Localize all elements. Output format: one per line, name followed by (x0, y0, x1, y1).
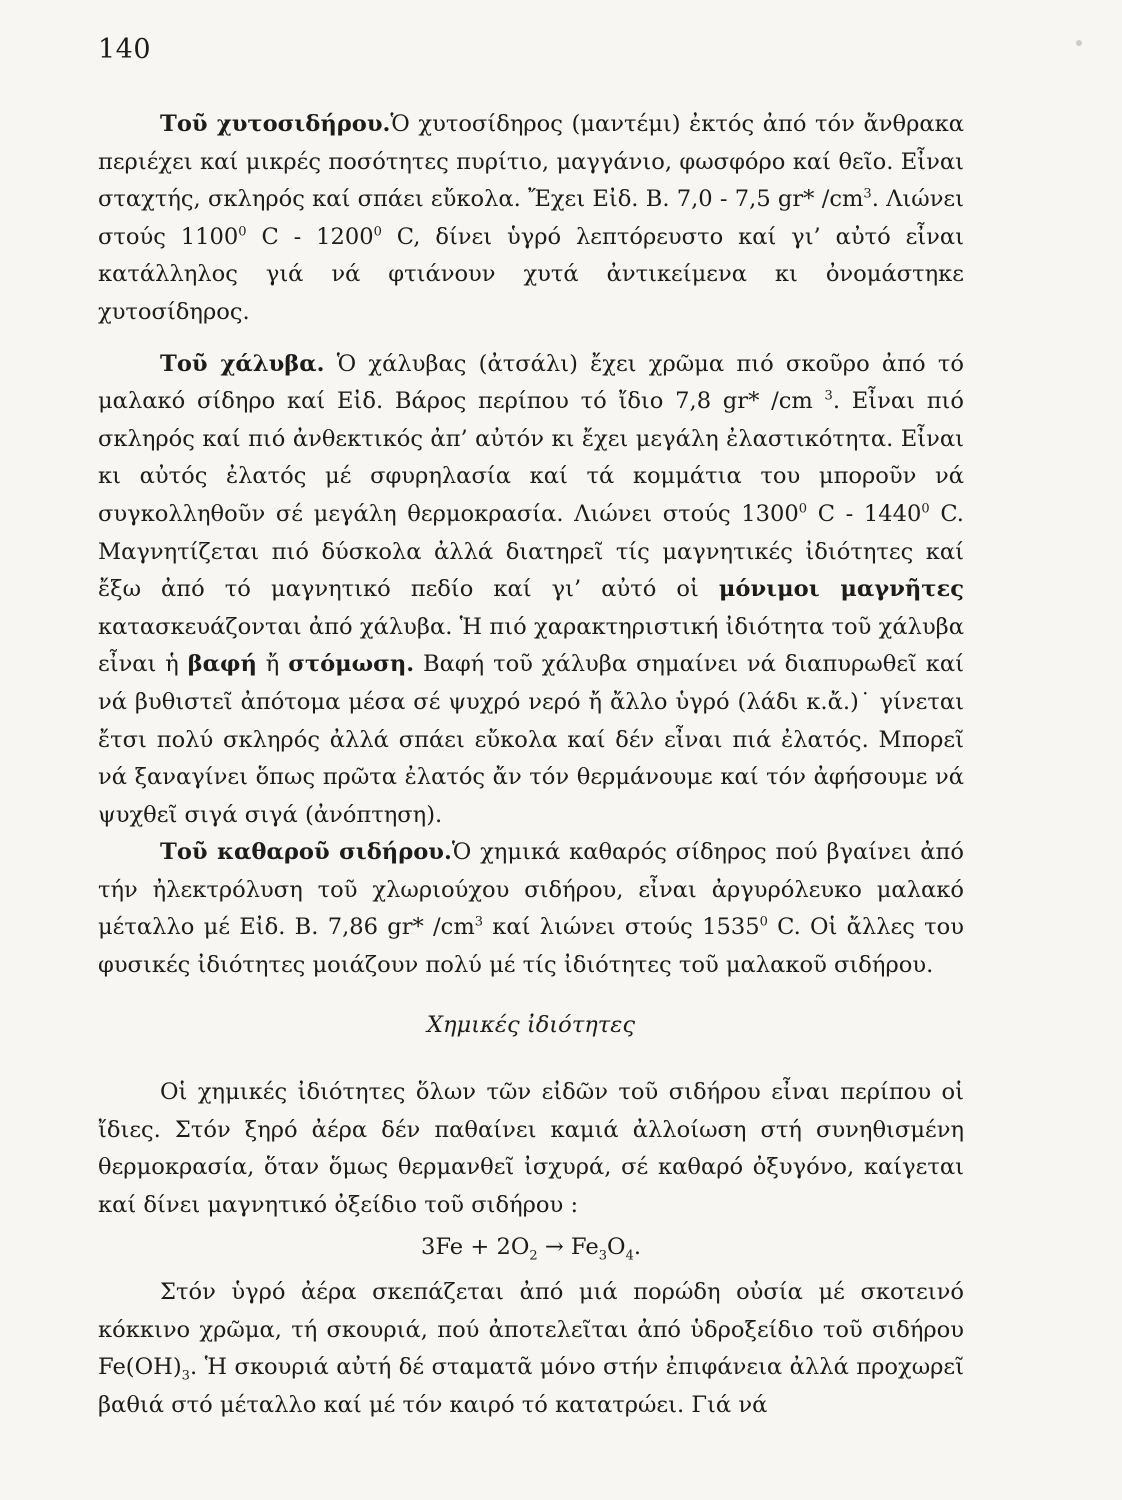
heading-pure-iron: Τοῦ καθαροῦ σιδήρου. (160, 839, 452, 866)
chemical-equation: $3Fe + 2O_2 \to Fe_3O_4$. (420, 1233, 642, 1264)
heading-cast-iron: Τοῦ χυτοσιδήρου. (160, 111, 391, 137)
paragraph-pure-iron: Τοῦ καθαροῦ σιδήρου.Ὁ χημικά καθαρός σίδηρος πού βγαίνει ἀπό τήν ἠλεκτρόλυση τοῦ χλωριούχου σιδήρου, εἶναι ἀργυρόλευκο μαλακό μέταλλο μέ Εἰδ. Β. 7,86 gr* $/cm^3$ καί λιώνει στούς 1535$^0$ C. Οἱ ἄλλες του φυσικές ἰδιότητες μοιάζουν πολύ μέ τίς ἰδιότητες τοῦ μαλακοῦ σιδήρου. (98, 839, 964, 979)
heading-steel: Τοῦ χάλυβα. (160, 350, 325, 377)
page-number: 140 (98, 34, 152, 65)
scan-speck (1076, 40, 1082, 46)
paragraph-rust: Στόν ὑγρό ἀέρα σκεπάζεται ἀπό μιά πορώδη οὐσία μέ σκοτεινό κόκκινο χρῶμα, τή σκουριά, πού ἀποτελεῖται ἀπό ὑδροξείδιο τοῦ σιδήρου $Fe(OH)_3$. Ἡ σκουριά αὐτή δέ σταματᾶ μόνο στήν ἐπιφάνεια ἀλλά προχωρεῖ βαθιά στό μέταλλο καί μέ τόν καιρό τό κατατρώει. Γιά νά (98, 1279, 964, 1418)
paragraph-steel: Τοῦ χάλυβα. Ὁ χάλυβας (ἀτσάλι) ἔχει χρῶμα πιό σκοῦρο ἀπό τό μαλακό σίδηρο καί Εἰδ. Βάρος περίπου τό ἴδιο 7,8 gr* /cm $^3$. Εἶναι πιό σκληρός καί πιό ἀνθεκτικός ἀπ’ αὐτόν κι ἔχει μεγάλη ἐλαστικότητα. Εἶναι κι αὐτός ἐλατός μέ σφυρηλασία καί τά κομμάτια του μποροῦν νά συγκολληθοῦν σέ μεγάλη θερμοκρασία. Λιώνει στούς 1300$^0$ C - 1440$^0$ C. Μαγνητίζεται πιό δύσκολα ἀλλά διατηρεῖ τίς μαγνητικές ἰδιότητες καί ἔξω ἀπό τό μαγνητικό πεδίο καί γι’ αὐτό οἱ μόνιμοι μαγνῆτες κατασκευάζονται ἀπό χάλυβα. Ἡ πιό χαρακτηριστική ἰδιότητα τοῦ χάλυβα εἶναι ἡ βαφή ἤ στόμωση. Βαφή τοῦ χάλυβα σημαίνει νά διαπυρωθεῖ καί νά βυθιστεῖ ἀπότομα μέσα σέ ψυχρό νερό ἤ ἄλλο ὑγρό (λάδι κ.ἄ.)˙ γίνεται ἔτσι πολύ σκληρός ἀλλά σπάει εὔκολα καί δέν εἶναι πιά ἐλατός. Μπορεῖ νά ξαναγίνει ὅπως πρῶτα ἐλατός ἄν τόν θερμάνουμε καί τόν ἀφήσουμε νά ψυχθεῖ σιγά σιγά (ἀνόπτηση). (98, 350, 965, 828)
page-body (98, 106, 964, 1425)
term-tempering: στόμωση. (288, 651, 415, 678)
paragraph-chemical-properties: Οἱ χημικές ἰδιότητες ὅλων τῶν εἰδῶν τοῦ σιδήρου εἶναι περίπου οἱ ἴδιες. Στόν ξηρό ἀέρα δέν παθαίνει καμιά ἀλλοίωση στή συνηθισμένη θερμοκρασία, ὅταν ὅμως θερμανθεῖ ἰσχυρά, σέ καθαρό ὀξυγόνο, καίγεται καί δίνει μαγνητικό ὀξείδιο τοῦ σιδήρου : (98, 1079, 964, 1219)
section-title-chemical-properties: Χημικές ἰδιότητες (426, 1011, 636, 1038)
paragraph-cast-iron: Τοῦ χυτοσιδήρου.Ὁ χυτοσίδηρος (μαντέμι) ἐκτός ἀπό τόν ἄνθρακα περιέχει καί μικρές ποσότητες πυρίτιο, μαγγάνιο, φωσφόρο καί θεῖο. Εἶναι σταχτής, σκληρός καί σπάει εὔκολα. Ἔχει Εἰδ. Β. 7,0 - 7,5 gr* $/cm^3$. Λιώνει στούς 1100$^0$ C - 1200$^0$ C, δίνει ὑγρό λεπτόρευστο καί γι’ αὐτό εἶναι κατάλληλος γιά νά φτιάνουν χυτά ἀντικείμενα κι ὀνομάστηκε χυτοσίδηρος. (98, 111, 965, 325)
term-hardening: βαφή (187, 651, 257, 678)
term-permanent-magnets: μόνιμοι μαγνῆτες (718, 576, 964, 603)
